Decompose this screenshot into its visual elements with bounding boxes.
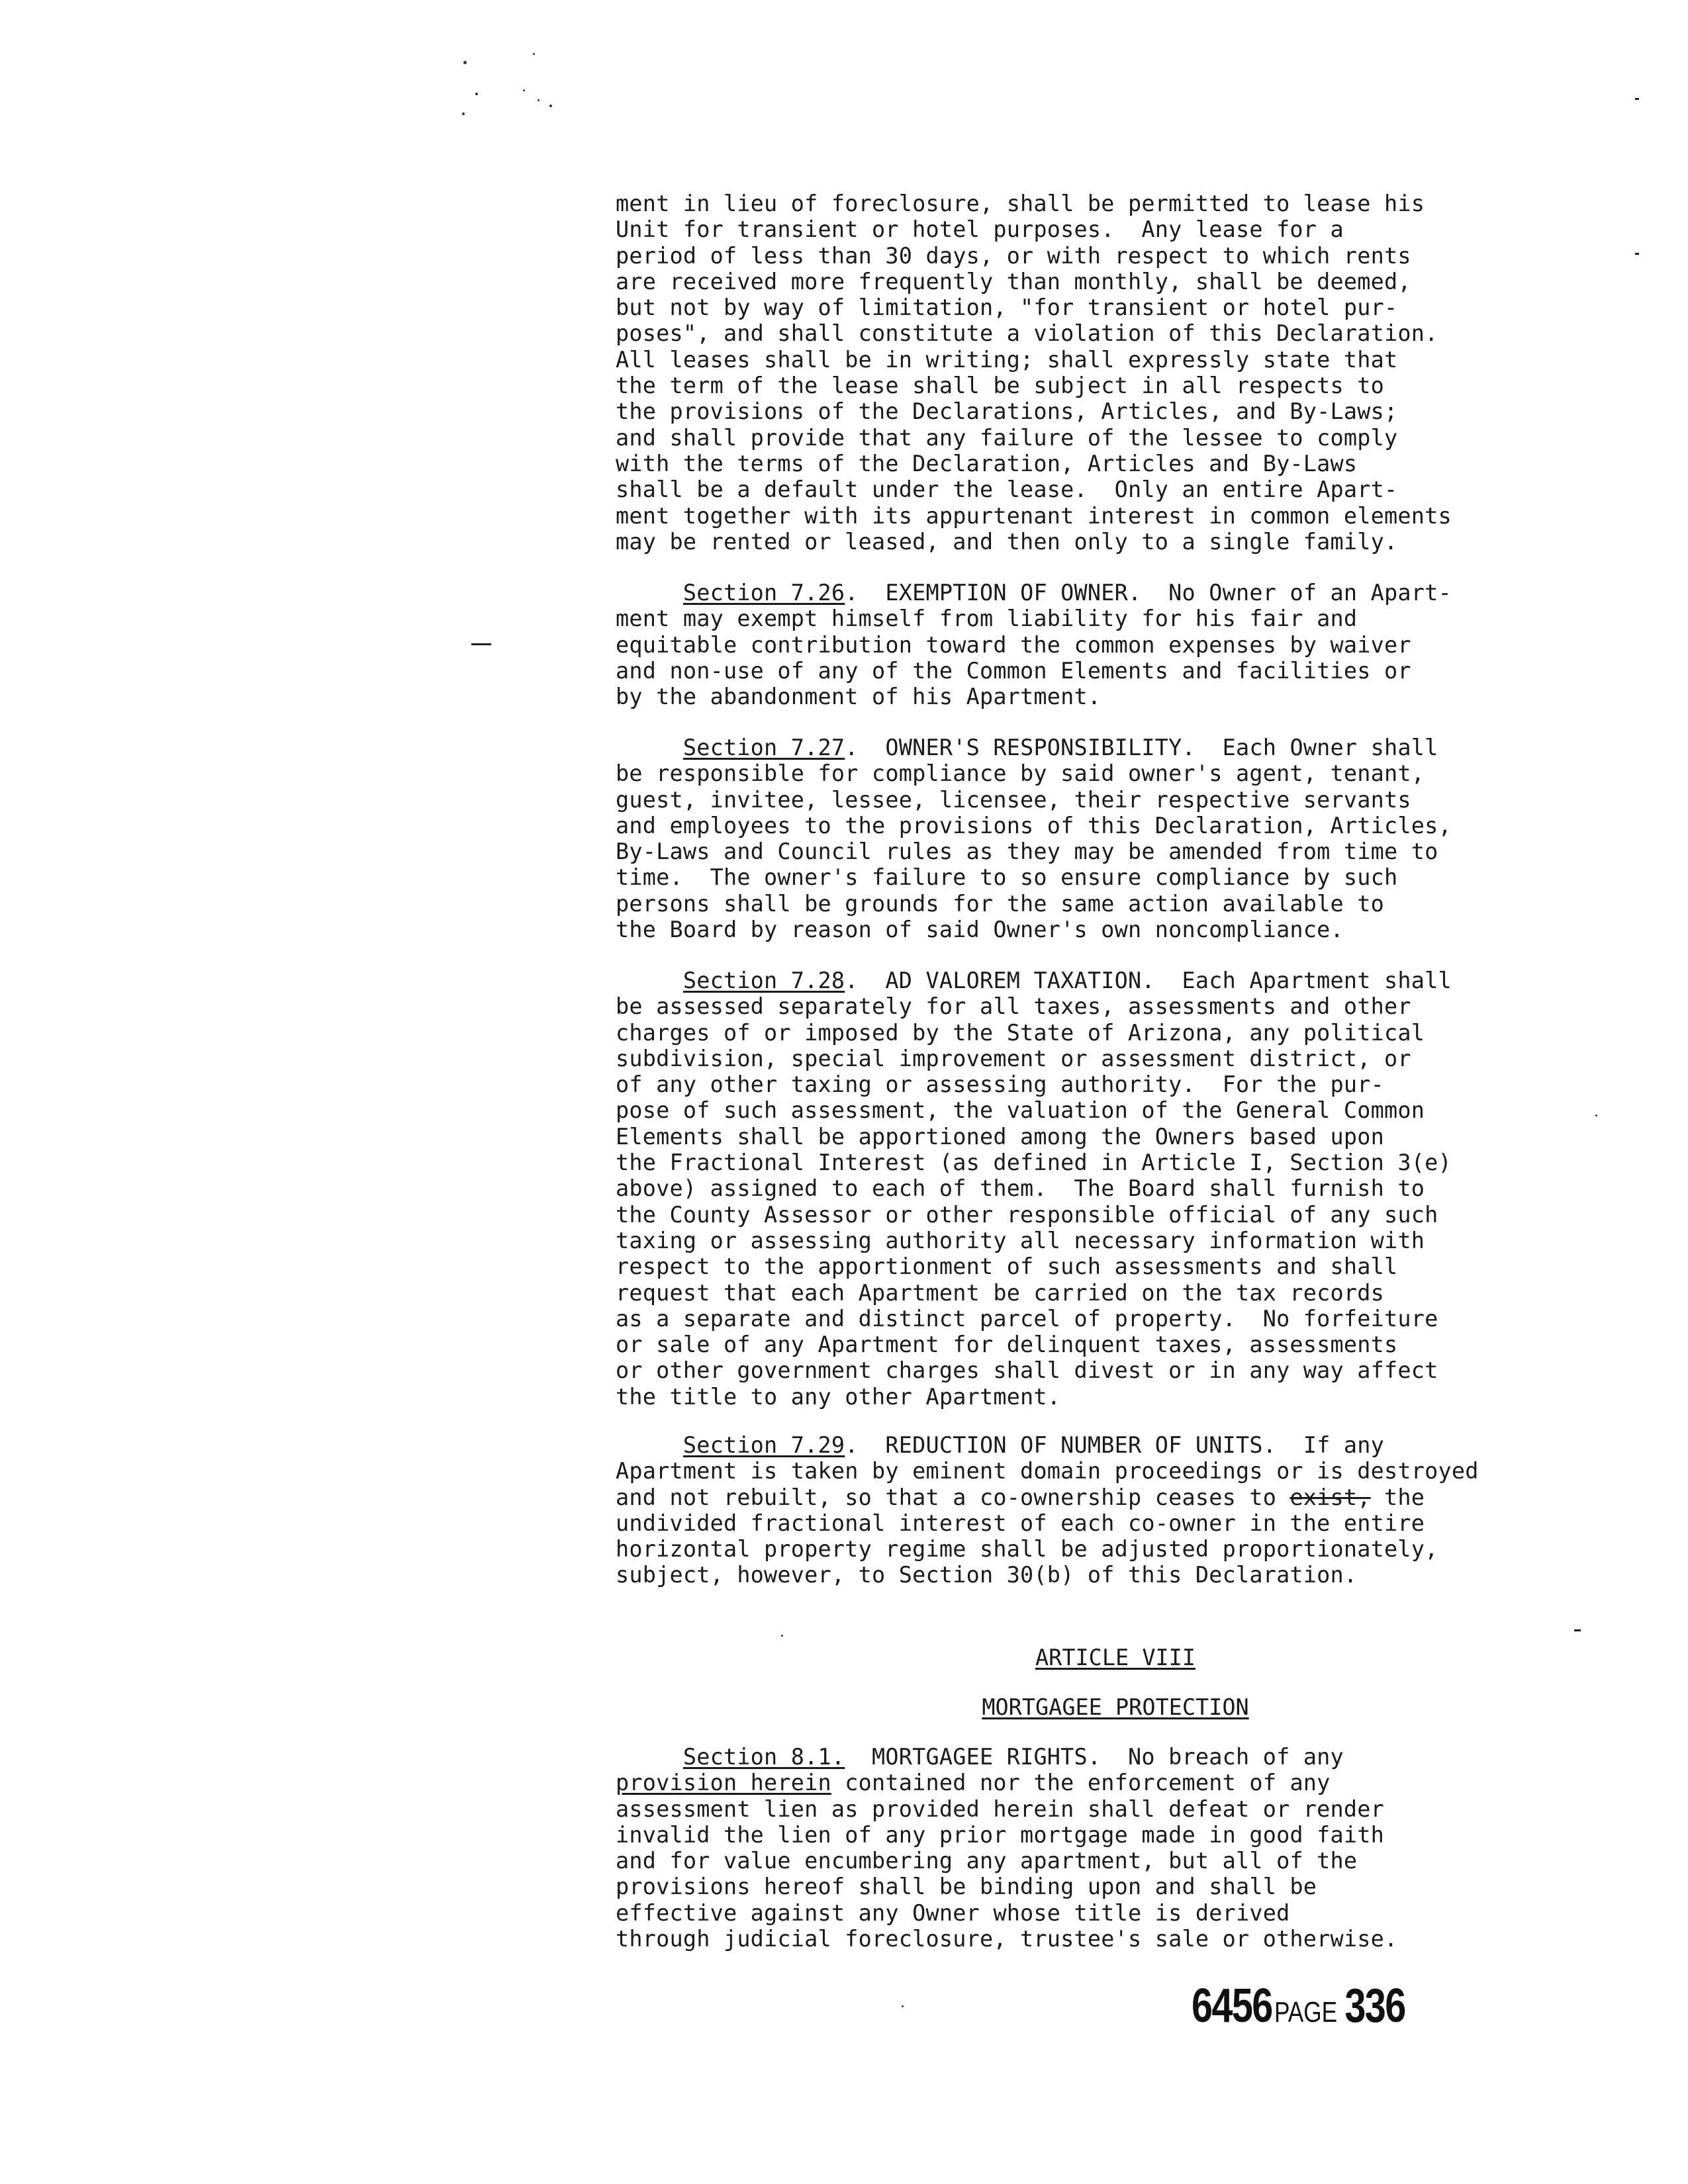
scan-speck: [549, 105, 552, 107]
text-line: be assessed separately for all taxes, assessments and other: [616, 993, 1411, 1020]
text-line: the: [1370, 1484, 1425, 1510]
text-line: may be rented or leased, and then only to a single family.: [616, 528, 1398, 555]
text-line: the provisions of the Declarations, Articles, and By-Laws;: [616, 398, 1398, 425]
text-line: by the abandonment of his Apartment.: [616, 684, 1102, 710]
text-line: the title to any other Apartment.: [616, 1383, 1061, 1410]
article-heading: [616, 1645, 1615, 1670]
section-7-28: [616, 968, 1615, 1410]
scan-speck: [475, 93, 478, 95]
text-line: of any other taxing or assessing authority. For the pur-: [616, 1071, 1385, 1098]
text-line: the Board by reason of said Owner's own noncompliance.: [616, 917, 1344, 943]
text-line: or sale of any Apartment for delinquent taxes, assessments: [616, 1332, 1398, 1358]
text-line: By-Laws and Council rules as they may be amended from time to: [616, 839, 1438, 865]
text-line: be responsible for compliance by said owner's agent, tenant,: [616, 760, 1425, 787]
text-line: above) assigned to each of them. The Board shall furnish to: [616, 1175, 1425, 1202]
section-label: Section 8.1.: [682, 1744, 845, 1770]
text-line: persons shall be grounds for the same action available to: [616, 890, 1385, 917]
text-line: respect to the apportionment of such assessments and shall: [616, 1253, 1398, 1280]
text-line: period of less than 30 days, or with respect to which rents: [616, 242, 1411, 269]
section-label: Section 7.29: [682, 1432, 845, 1458]
margin-mark: [1635, 253, 1639, 255]
text-line: request that each Apartment be carried on the tax records: [616, 1279, 1385, 1306]
recording-stamp: [1192, 1979, 1405, 2033]
text-line: with the terms of the Declaration, Articles and By-Laws: [616, 450, 1358, 477]
lease-paragraph: [616, 191, 1615, 555]
text-line: charges of or imposed by the State of Arizona, any political: [616, 1019, 1425, 1046]
scan-speck: [538, 99, 539, 101]
text-line: provisions hereof shall be binding upon and shall be: [616, 1874, 1317, 1900]
section-7-29: [616, 1432, 1615, 1588]
text-line: through judicial foreclosure, trustee's sale or otherwise.: [616, 1926, 1398, 1952]
text-line: guest, invitee, lessee, licensee, their respective servants: [616, 786, 1411, 813]
text-line: effective against any Owner whose title is derived: [616, 1899, 1290, 1926]
text-line: poses", and shall constitute a violation of this Declaration.: [616, 320, 1438, 347]
text-line: as a separate and distinct parcel of property. No forfeiture: [616, 1305, 1438, 1332]
article-number: ARTICLE VIII: [1035, 1645, 1196, 1670]
text-line: Apartment is taken by eminent domain proceedings or is destroyed: [616, 1458, 1479, 1484]
section-title-line: . EXEMPTION OF OWNER. No Owner of an Apart-: [845, 580, 1452, 606]
margin-mark: [1574, 1629, 1581, 1631]
text-line: and non-use of any of the Common Elements and facilities or: [616, 657, 1411, 684]
text-line: the County Assessor or other responsible official of any such: [616, 1201, 1438, 1228]
article-subject: MORTGAGEE PROTECTION: [982, 1694, 1249, 1720]
text-line: subject, however, to Section 30(b) of this Declaration.: [616, 1562, 1358, 1588]
article-subject-heading: [616, 1694, 1615, 1720]
section-7-27: [616, 735, 1615, 942]
section-label: Section 7.26: [682, 580, 845, 606]
text-line: and not rebuilt, so that a co-ownership ceases to: [616, 1484, 1290, 1510]
page-label: PAGE: [1274, 1996, 1338, 2028]
text-line: assessment lien as provided herein shall defeat or render: [616, 1796, 1385, 1822]
text-line: contained nor the enforcement of any: [831, 1770, 1331, 1796]
text-line: subdivision, special improvement or assessment district, or: [616, 1045, 1411, 1071]
section-title-line: . OWNER'S RESPONSIBILITY. Each Owner shall: [845, 735, 1438, 760]
text-line: time. The owner's failure to so ensure compliance by such: [616, 864, 1398, 891]
text-line: but not by way of limitation, "for transient or hotel pur-: [616, 295, 1398, 321]
text-line: are received more frequently than monthly, shall be deemed,: [616, 268, 1411, 295]
text-line: ment in lieu of foreclosure, shall be permitted to lease his: [616, 191, 1425, 216]
page-number: 336: [1344, 1979, 1405, 2032]
section-label: Section 7.28: [682, 968, 845, 993]
scan-speck: [533, 53, 535, 55]
section-title-line: MORTGAGEE RIGHTS. No breach of any: [845, 1744, 1344, 1770]
margin-mark: [1635, 98, 1639, 100]
margin-mark: [471, 643, 491, 645]
scan-speck: [463, 61, 467, 64]
text-line: or other government charges shall divest or in any way affect: [616, 1357, 1438, 1384]
text-line: equitable contribution toward the common expenses by waiver: [616, 631, 1411, 658]
text-line: Elements shall be apportioned among the Owners based upon: [616, 1123, 1385, 1150]
text-line: pose of such assessment, the valuation of the General Common: [616, 1097, 1425, 1124]
text-line: taxing or assessing authority all necessary information with: [616, 1227, 1425, 1253]
text-line: undivided fractional interest of each co-owner in the entire: [616, 1510, 1425, 1536]
text-line: shall be a default under the lease. Only an entire Apart-: [616, 477, 1398, 503]
section-title-line: . AD VALOREM TAXATION. Each Apartment shall: [845, 968, 1452, 993]
struck-word: exist,: [1289, 1484, 1371, 1510]
underlined-phrase: provision herein: [616, 1770, 831, 1796]
text-line: the term of the lease shall be subject in all respects to: [616, 373, 1385, 399]
text-line: All leases shall be in writing; shall expressly state that: [616, 346, 1398, 373]
text-line: invalid the lien of any prior mortgage made in good faith: [616, 1821, 1385, 1848]
section-8-1: [616, 1744, 1615, 1952]
section-7-26: [616, 580, 1615, 709]
scan-speck: [781, 1635, 783, 1637]
scan-speck: [462, 113, 465, 115]
text-line: ment together with its appurtenant interest in common elements: [616, 502, 1452, 529]
text-line: Unit for transient or hotel purposes. Any lease for a: [616, 216, 1344, 243]
book-number: 6456: [1192, 1979, 1272, 2032]
text-line: and employees to the provisions of this Declaration, Articles,: [616, 812, 1452, 839]
text-line: and for value encumbering any apartment, but all of the: [616, 1848, 1358, 1874]
scan-speck: [902, 2005, 904, 2007]
text-line: horizontal property regime shall be adjusted proportionately,: [616, 1536, 1438, 1563]
text-line: the Fractional Interest (as defined in Article I, Section 3(e): [616, 1150, 1452, 1176]
section-label: Section 7.27: [682, 735, 845, 760]
scan-speck: [523, 89, 525, 91]
text-line: and shall provide that any failure of the lessee to comply: [616, 424, 1398, 451]
text-line: ment may exempt himself from liability for his fair and: [616, 606, 1358, 632]
section-title-line: . REDUCTION OF NUMBER OF UNITS. If any: [845, 1432, 1385, 1458]
